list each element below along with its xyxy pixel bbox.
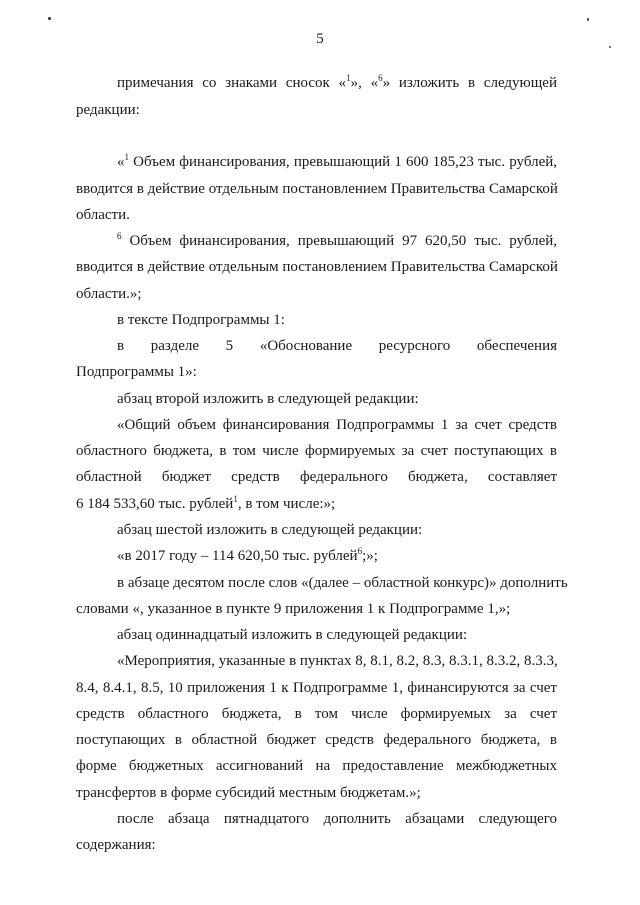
text-line: содержания: xyxy=(76,837,156,853)
text-line xyxy=(117,232,557,250)
text-line: редакции: xyxy=(76,102,140,118)
text-line: «Общий объем финансирования Подпрограммы 1 за счет средств xyxy=(117,417,557,433)
text-line: области. xyxy=(76,207,130,223)
text-line xyxy=(117,547,378,565)
text-line: абзац шестой изложить в следующей редакции: xyxy=(117,522,423,538)
text-line: 8.4, 8.4.1, 8.5, 10 приложения 1 к Подпрограмме 1, финансируются за счет xyxy=(76,680,557,696)
footnote-marker: 6 xyxy=(378,73,383,83)
text-line: поступающих в областной бюджет средств федерального бюджета, в xyxy=(76,732,557,748)
page-number: 5 xyxy=(316,31,324,47)
footnote-marker: 1 xyxy=(124,152,129,162)
text-line: в разделе 5 «Обоснование ресурсного обеспечения xyxy=(117,338,557,354)
text-run: примечания со знаками сносок « xyxy=(117,75,347,91)
text-line: форме бюджетных ассигнований на предоставление межбюджетных xyxy=(76,758,557,774)
text-line: трансфертов в форме субсидий местным бюджетам.»; xyxy=(76,785,421,801)
text-line: в абзаце десятом после слов «(далее – областной конкурс)» дополнить xyxy=(117,575,568,591)
text-line: абзац второй изложить в следующей редакции: xyxy=(117,391,419,407)
text-run: , в том числе:»; xyxy=(237,496,336,512)
text-line: «Мероприятия, указанные в пунктах 8, 8.1, 8.2, 8.3, 8.3.1, 8.3.2, 8.3.3, xyxy=(117,653,558,669)
text-run: 6 184 533,60 тыс. рублей xyxy=(76,496,234,512)
text-run: », « xyxy=(350,75,379,91)
text-run: «в 2017 году – 114 620,50 тыс. рублей xyxy=(117,548,358,564)
text-run: Объем финансирования, превышающий 97 620,50 тыс. рублей, xyxy=(121,233,557,249)
text-line xyxy=(117,74,557,92)
footnote-marker: 1 xyxy=(346,73,351,83)
text-line: областной бюджет средств федерального бюджета, составляет xyxy=(76,469,557,485)
text-line: абзац одиннадцатый изложить в следующей редакции: xyxy=(117,627,468,643)
text-line: средств областного бюджета, в том числе формируемых за счет xyxy=(76,706,557,722)
footnote-marker: 6 xyxy=(357,546,363,556)
text-line: после абзаца пятнадцатого дополнить абзацами следующего xyxy=(117,811,557,827)
text-line xyxy=(117,153,557,171)
text-run: » изложить в следующей xyxy=(382,75,557,91)
text-line: Подпрограммы 1»: xyxy=(76,364,197,380)
text-line: областного бюджета, в том числе формируемых за счет поступающих в xyxy=(76,443,557,459)
text-line: словами «, указанное в пункте 9 приложения 1 к Подпрограмме 1,»; xyxy=(76,601,511,617)
text-line: в тексте Подпрограммы 1: xyxy=(117,312,285,328)
text-run: ;»; xyxy=(362,548,378,564)
text-line: вводится в действие отдельным постановлением Правительства Самарской xyxy=(76,181,558,197)
text-line: области.»; xyxy=(76,286,142,302)
text-run: Объем финансирования, превышающий 1 600 185,23 тыс. рублей, xyxy=(129,154,557,170)
scan-speck xyxy=(48,17,51,20)
text-line: вводится в действие отдельным постановлением Правительства Самарской xyxy=(76,259,558,275)
footnote-marker: 6 xyxy=(117,231,122,241)
text-line xyxy=(76,495,335,513)
scan-speck xyxy=(587,18,589,21)
text-run: « xyxy=(117,154,125,170)
footnote-marker: 1 xyxy=(233,494,238,504)
